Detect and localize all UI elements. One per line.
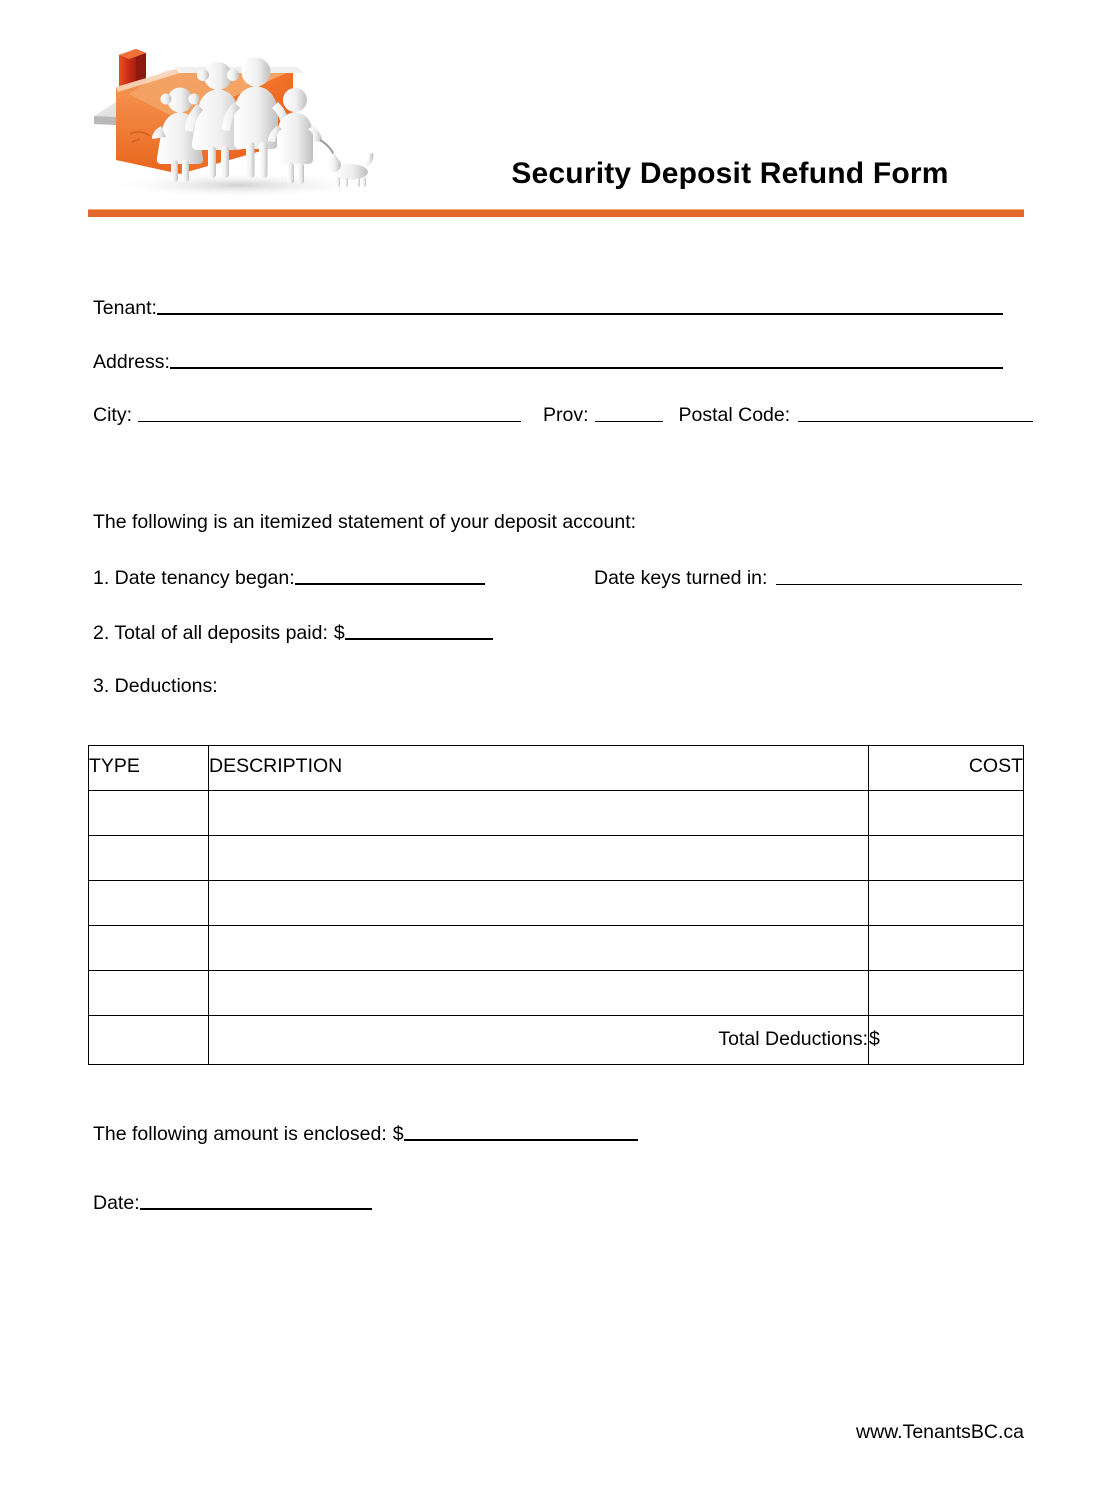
- city-label: City:: [93, 404, 132, 426]
- tenant-input[interactable]: [157, 296, 1003, 315]
- document-header: [0, 0, 1120, 230]
- table-row[interactable]: [89, 791, 1024, 836]
- cell-cost[interactable]: [869, 971, 1024, 1016]
- address-field-row: [93, 350, 1003, 373]
- statement-intro: The following is an itemized statement of your deposit account:: [93, 511, 637, 533]
- amount-enclosed-row: [93, 1122, 638, 1145]
- total-deposits-currency: $: [333, 622, 345, 644]
- date-input[interactable]: [140, 1191, 372, 1210]
- prov-input[interactable]: [595, 404, 663, 422]
- total-deposits-label: 2. Total of all deposits paid:: [93, 622, 328, 644]
- page-title: Security Deposit Refund Form: [511, 157, 949, 190]
- cell-description[interactable]: [209, 881, 869, 926]
- cell-description[interactable]: [209, 836, 869, 881]
- tenant-field-row: [93, 296, 1003, 319]
- house-family-logo: [88, 42, 378, 207]
- total-deductions-label: Total Deductions:: [209, 1016, 869, 1065]
- table-header-row: [89, 746, 1024, 791]
- total-deductions-value[interactable]: $: [869, 1016, 1024, 1065]
- footer-website-url: www.TenantsBC.ca: [856, 1421, 1024, 1443]
- table-row[interactable]: [89, 836, 1024, 881]
- table-total-row: [89, 1016, 1024, 1065]
- total-deposits-row: [93, 621, 493, 644]
- cell-description[interactable]: [209, 791, 869, 836]
- cell-description[interactable]: [209, 926, 869, 971]
- date-label: Date:: [93, 1192, 140, 1214]
- table-row[interactable]: [89, 971, 1024, 1016]
- city-input[interactable]: [138, 404, 521, 422]
- keys-turned-in-input[interactable]: [776, 567, 1022, 585]
- cell-type[interactable]: [89, 836, 209, 881]
- city-prov-postal-row: [93, 404, 1033, 426]
- cell-type[interactable]: [89, 791, 209, 836]
- date-row: [93, 1191, 372, 1214]
- amount-enclosed-input[interactable]: [404, 1122, 638, 1141]
- keys-turned-in-row: [594, 567, 1022, 589]
- total-row-spacer: [89, 1016, 209, 1065]
- cell-cost[interactable]: [869, 881, 1024, 926]
- amount-enclosed-label: The following amount is enclosed:: [93, 1123, 387, 1145]
- postal-label: Postal Code:: [678, 404, 791, 426]
- address-label: Address:: [93, 351, 170, 373]
- tenancy-began-input[interactable]: [295, 566, 485, 585]
- house-family-logo-icon: [88, 42, 378, 207]
- table-row[interactable]: [89, 881, 1024, 926]
- tenancy-began-label: 1. Date tenancy began:: [93, 567, 295, 589]
- prov-label: Prov:: [543, 404, 589, 426]
- address-input[interactable]: [170, 350, 1003, 369]
- header-divider: [88, 209, 1024, 217]
- column-header-cost: COST: [869, 746, 1024, 791]
- table-row[interactable]: [89, 926, 1024, 971]
- cell-cost[interactable]: [869, 836, 1024, 881]
- deductions-table: [88, 745, 1024, 1065]
- deductions-heading: 3. Deductions:: [93, 675, 218, 697]
- cell-cost[interactable]: [869, 926, 1024, 971]
- cell-type[interactable]: [89, 926, 209, 971]
- cell-type[interactable]: [89, 881, 209, 926]
- postal-input[interactable]: [798, 404, 1033, 422]
- total-deposits-input[interactable]: [345, 621, 493, 640]
- column-header-description: DESCRIPTION: [209, 746, 869, 791]
- cell-description[interactable]: [209, 971, 869, 1016]
- cell-cost[interactable]: [869, 791, 1024, 836]
- keys-turned-in-label: Date keys turned in:: [594, 567, 768, 589]
- cell-type[interactable]: [89, 971, 209, 1016]
- amount-enclosed-currency: $: [392, 1123, 404, 1145]
- column-header-type: TYPE: [89, 746, 209, 791]
- tenant-label: Tenant:: [93, 297, 157, 319]
- tenancy-began-row: [93, 566, 485, 589]
